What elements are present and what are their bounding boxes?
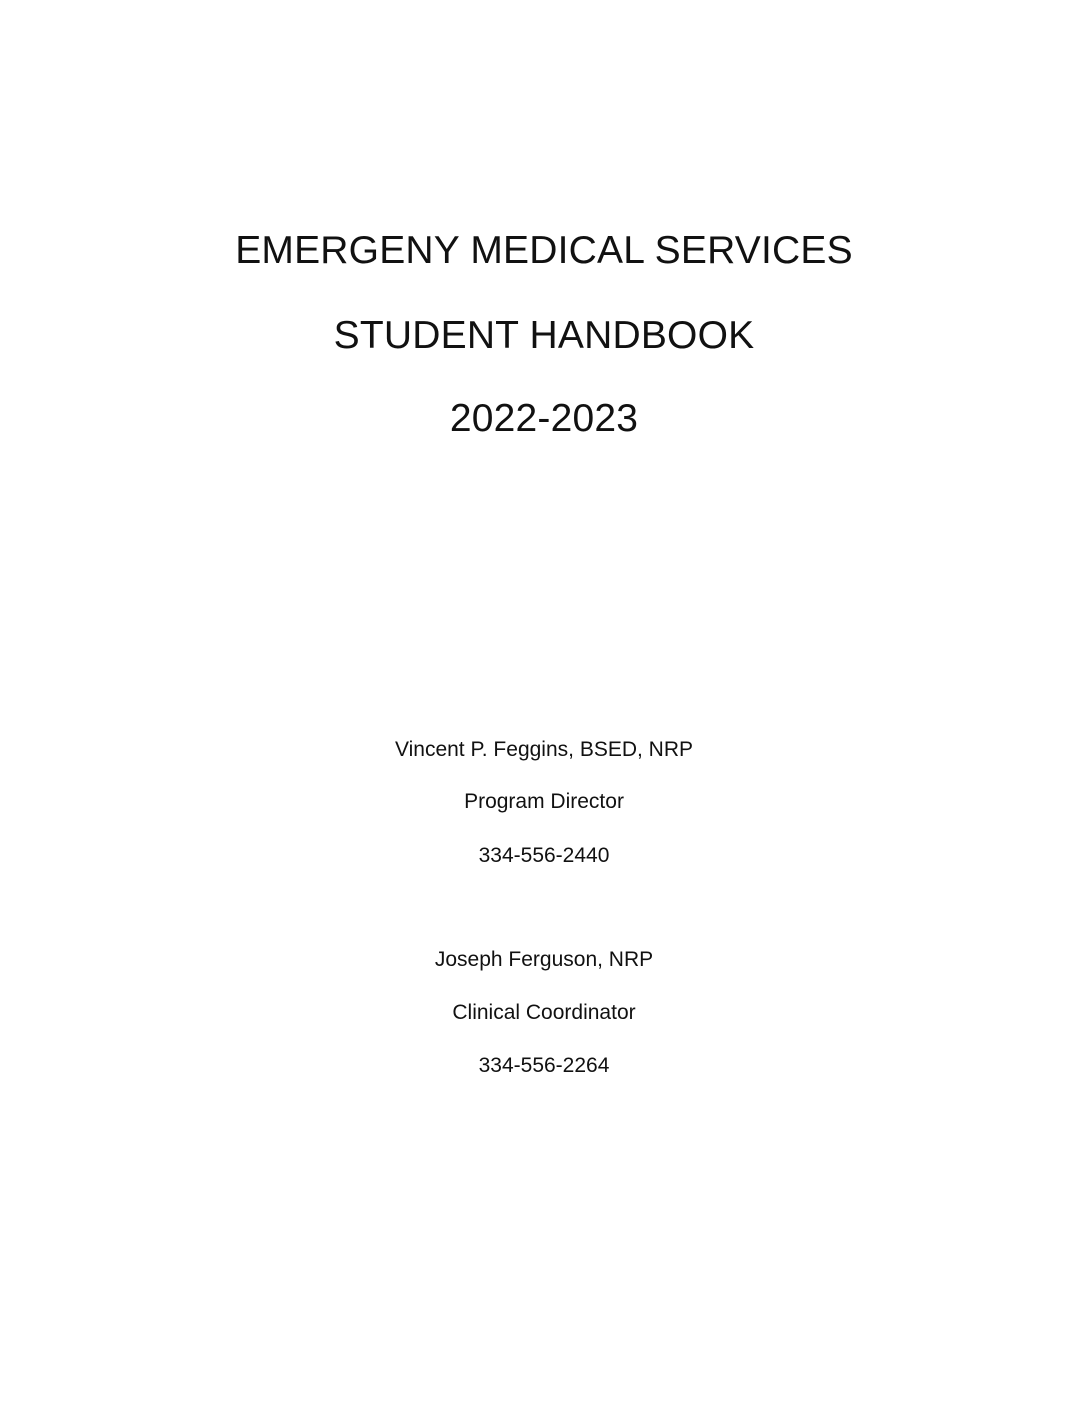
clinical-coordinator-name: Joseph Ferguson, NRP bbox=[434, 948, 654, 971]
clinical-coordinator-role: Clinical Coordinator bbox=[452, 1001, 636, 1024]
program-director-name: Vincent P. Feggins, BSED, NRP bbox=[394, 738, 694, 761]
document-title-line-1: EMERGENY MEDICAL SERVICES bbox=[235, 229, 853, 272]
document-title-line-2: STUDENT HANDBOOK bbox=[333, 314, 755, 357]
document-year: 2022-2023 bbox=[449, 397, 639, 440]
program-director-phone: 334-556-2440 bbox=[478, 844, 610, 867]
program-director-role: Program Director bbox=[464, 790, 624, 813]
clinical-coordinator-phone: 334-556-2264 bbox=[478, 1054, 610, 1077]
